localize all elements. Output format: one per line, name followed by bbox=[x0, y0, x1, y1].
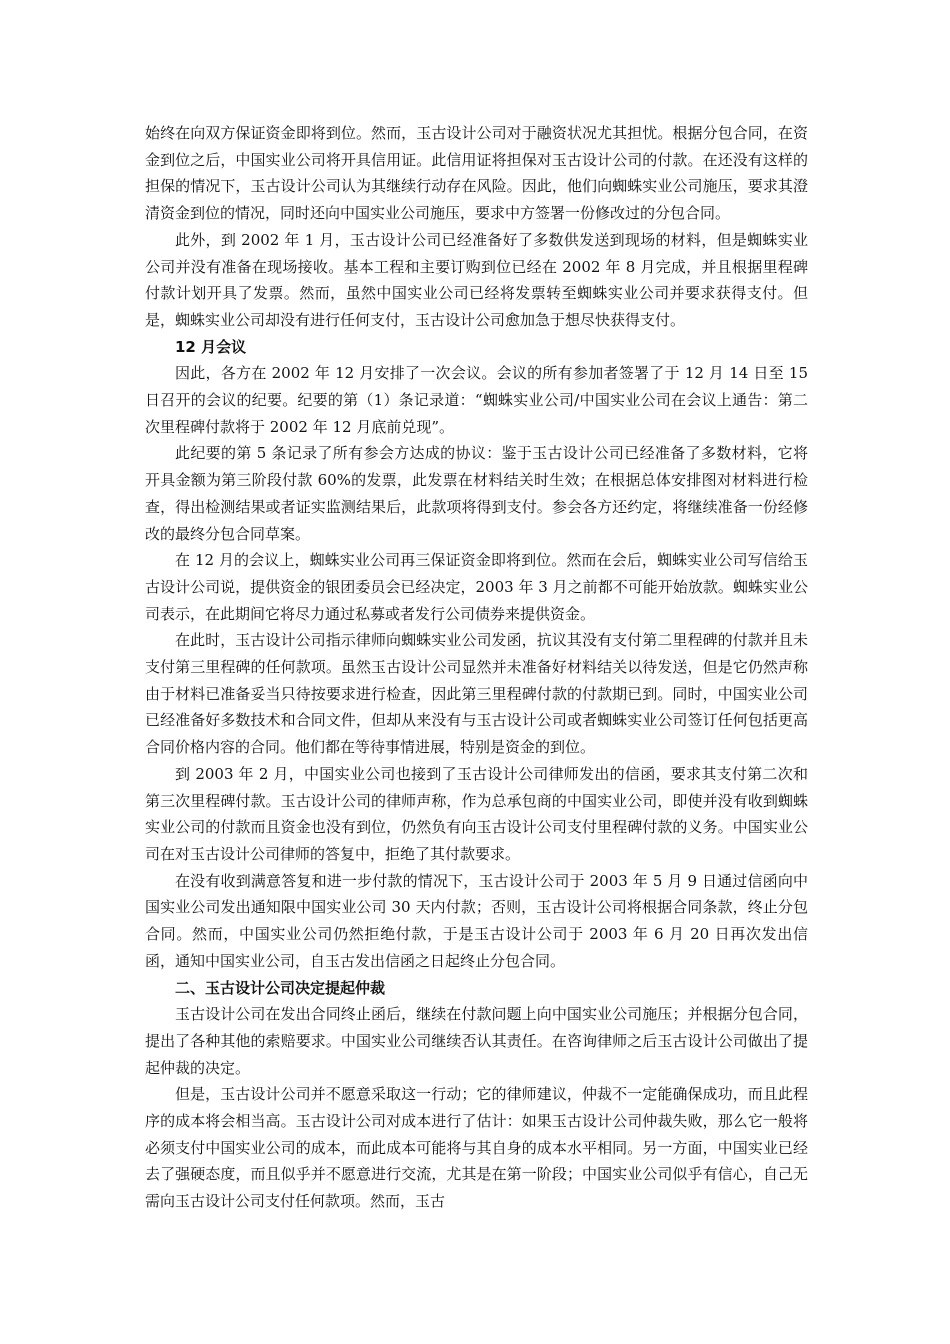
paragraph-arbitration-costs: 但是，玉古设计公司并不愿意采取这一行动；它的律师建议，仲裁不一定能确保成功，而且此程序的成本将会相当高。玉古设计公司对成本进行了估计：如果玉古设计公司仲裁失败，那么它一般将必须支付中国实业公司的成本，而此成本可能将与其自身的成本水平相同。另一方面，中国实业已经去了强硬态度，而且似乎并不愿意进行交流，尤其是在第一阶段；中国实业公司似乎有信心，自己无需向玉古设计公司支付任何款项。然而，玉古 bbox=[145, 1085, 808, 1211]
paragraph-february-letter: 到 2003 年 2 月，中国实业公司也接到了玉古设计公司律师发出的信函，要求其支付第二次和第三次里程碑付款。玉古设计公司的律师声称，作为总承包商的中国实业公司，即使并没有收到蜘蛛实业公司的付款而且资金也没有到位，仍然负有向玉古设计公司支付里程碑付款的义务。中国实业公司在对玉古设计公司律师的答复中，拒绝了其付款要求。 bbox=[145, 764, 808, 863]
paragraph-termination-notice: 在没有收到满意答复和进一步付款的情况下，玉古设计公司于 2003 年 5 月 9 日通过信函向中国实业公司发出通知限中国实业公司 30 天内付款；否则，玉古设计公司将根据合同条款，终止分包合同。然而，中国实业公司仍然拒绝付款，于是玉古设计公司于 2003 年 6 月 20 日再次发出信函，通知中国实业公司，自玉古发出信函之日起终止分包合同。 bbox=[145, 871, 808, 970]
paragraph-minutes-article-5: 此纪要的第 5 条记录了所有参会方达成的协议：鉴于玉古设计公司已经准备了多数材料，它将开具金额为第三阶段付款 60%的发票，此发票在材料结关时生效；在根据总体安排图对材料进行检查，得出检测结果或者证实监测结果后，此款项将得到支付。参会各方还约定，将继续准备一份经修改的最终分包合同草案。 bbox=[145, 444, 808, 543]
paragraph-arbitration-decision: 玉古设计公司在发出合同终止函后，继续在付款问题上向中国实业公司施压；并根据分包合同，提出了各种其他的索赔要求。中国实业公司继续否认其责任。在咨询律师之后玉古设计公司做出了提起仲裁的决定。 bbox=[145, 1005, 808, 1077]
paragraph-materials-ready: 此外，到 2002 年 1 月，玉古设计公司已经准备好了多数供发送到现场的材料，但是蜘蛛实业公司并没有准备在现场接收。基本工程和主要订购到位已经在 2002 年 8 月完成，并且根据里程碑付款计划开具了发票。然而，虽然中国实业公司已经将发票转至蜘蛛实业公司并要求获得支付。但是，蜘蛛实业公司却没有进行任何支付，玉古设计公司愈加急于想尽快获得支付。 bbox=[145, 230, 808, 329]
section-heading-december-meeting: 12 月会议 bbox=[175, 337, 247, 356]
paragraph-funding-concerns: 始终在向双方保证资金即将到位。然而，玉古设计公司对于融资状况尤其担忧。根据分包合同，在资金到位之后，中国实业公司将开具信用证。此信用证将担保对玉古设计公司的付款。在还没有这样的担保的情况下，玉古设计公司认为其继续行动存在风险。因此，他们向蜘蛛实业公司施压，要求其澄清资金到位的情况，同时还向中国实业公司施压，要求中方签署一份修改过的分包合同。 bbox=[145, 124, 808, 223]
paragraph-lawyer-protest: 在此时，玉古设计公司指示律师向蜘蛛实业公司发函，抗议其没有支付第二里程碑的付款并且未支付第三里程碑的任何款项。虽然玉古设计公司显然并未准备好材料结关以待发送，但是它仍然声称由于材料已准备妥当只待按要求进行检查，因此第三里程碑付款的付款期已到。同时，中国实业公司已经准备好多数技术和合同文件，但却从来没有与玉古设计公司或者蜘蛛实业公司签订任何包括更高合同价格内容的合同。他们都在等待事情进展，特别是资金的到位。 bbox=[145, 631, 808, 757]
paragraph-funding-delay: 在 12 月的会议上，蜘蛛实业公司再三保证资金即将到位。然而在会后，蜘蛛实业公司写信给玉古设计公司说，提供资金的银团委员会已经决定，2003 年 3 月之前都不可能开始放款。蜘蛛实业公司表示，在此期间它将尽力通过私募或者发行公司债券来提供资金。 bbox=[145, 551, 808, 623]
paragraph-meeting-minutes: 因此，各方在 2002 年 12 月安排了一次会议。会议的所有参加者签署了于 12 月 14 日至 15 日召开的会议的纪要。纪要的第（1）条记录道：“蜘蛛实业公司/中国实业公司在会议上通告：第二次里程碑付款将于 2002 年 12 月底前兑现”。 bbox=[145, 364, 808, 436]
section-heading-arbitration-decision: 二、玉古设计公司决定提起仲裁 bbox=[175, 978, 386, 997]
document-page bbox=[145, 120, 808, 1215]
